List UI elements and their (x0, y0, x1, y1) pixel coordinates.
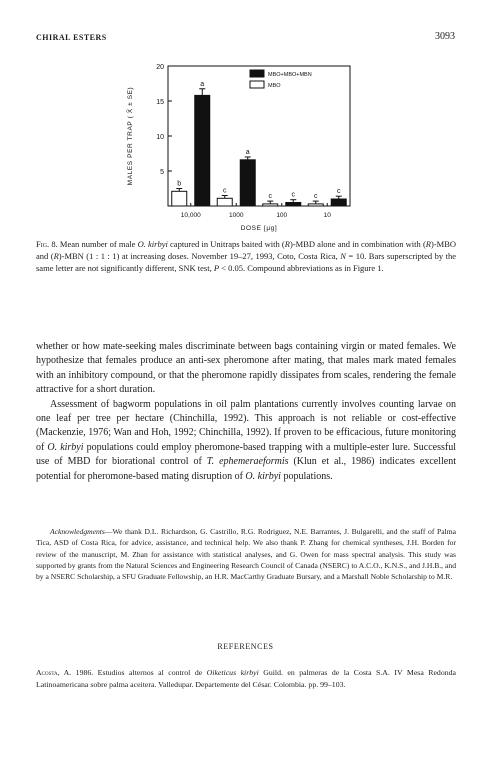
caption-text: < 0.05. Compound abbreviations as in Figure 1. (219, 263, 384, 274)
significance-letter: a (245, 149, 250, 156)
bar-mbo (308, 204, 323, 206)
bar-chart (110, 56, 370, 236)
bar-mbo (217, 198, 232, 206)
paragraph-text: Assessment of bagworm populations in oil palm plantations currently involves counting larvae on one leaf per tree per hectare (Chinchilla, 1992). This approach is not reliable or cost-effective (Mackenzie, 1976; Wan and Hoh, 1992; Chinchilla, 1992). If proven to be efficacious, future monitoring of (36, 398, 456, 453)
acknowledgments-text: —We thank D.L. Richardson, G. Castrillo, R.G. Rodriguez, N.E. Barrantes, J. Bulgarelli, and the staff of Palma Tica, ASD of Costa Rica, for advice, assistance, and technical help. We also thank P. Zhang for chemical syntheses, J.H. Borden for review of the manuscript, M. Zhan for assistance with statistical analyses, and G. Owen for mass spectral analysis. This study was supported by grants from the Natural Sciences and Engineering Research Council of Canada (NSERC) to A.C.O., K.N.S., and J.H.B., and by a NSERC Scholarship, a SFU Graduate Fellowship, an H.R. MacCarthy Graduate Bursary, and a Marshall Noble Scholarship to M.R. (36, 527, 456, 582)
caption-italic-p: P (213, 263, 220, 274)
caption-species: O. kirbyi (137, 239, 168, 249)
caption-italic-r: R (53, 251, 59, 262)
significance-letter: c (337, 188, 341, 196)
paragraph-text: populations could employ pheromone-based trapping with a multiple-ester lure. Successful use of MBD for biorational control of (36, 441, 456, 468)
legend-label: MBO+MBO+MBN (268, 72, 312, 78)
paragraph-text: populations. (280, 470, 333, 482)
legend-swatch (250, 81, 264, 88)
references-heading: REFERENCES (217, 642, 274, 651)
caption-text: )-MBO and ( (36, 239, 457, 262)
acknowledgments-label: Acknowledgments (50, 527, 105, 536)
legend-swatch (250, 70, 264, 77)
bar-combined (240, 160, 255, 206)
y-tick-label: 10 (156, 134, 164, 141)
reference-text: 1986. Estudios alternos al control de (71, 668, 207, 677)
x-tick-label: 10,000 (180, 212, 201, 219)
acknowledgments (36, 526, 456, 582)
y-axis-label: MALES PER TRAP ( X̄ ± SE) (127, 86, 134, 186)
body-text (36, 340, 456, 484)
paragraph-1: whether or how mate-seeking males discriminate between bags containing virgin or mated females. We hypothesize that females produce an anti-sex pheromone after mating, that males mark mated females with an inhibitory compound, or that the pheromone rapidly dissipates from scales, rendering the female attractive for a short duration. (36, 341, 456, 396)
caption-italic-n: N (340, 251, 346, 262)
bar-mbo (263, 204, 278, 206)
bar-mbo (172, 191, 187, 206)
figure-8-chart (110, 56, 370, 236)
reference-text: Guild. en palmeras de la Costa S.A. IV Mesa Redonda Latinoamericana sobre palma aceitera. Valledupar. Departemente del César. Colombia. pp. 99–103. (36, 668, 456, 689)
significance-letter: c (314, 193, 318, 201)
caption-italic-r: R (425, 239, 431, 249)
caption-text: )-MBD alone and in combination with ( (289, 239, 426, 249)
caption-text: )-MBN (1 : 1 : 1) at increasing doses. November 19–27, 1993, Coto, Costa Rica, (58, 251, 341, 262)
y-tick-label: 20 (156, 64, 164, 71)
reference-species: Oiketicus kirbyi (206, 668, 259, 677)
bar-combined (195, 95, 210, 206)
page-number: 3093 (435, 31, 455, 42)
figure-label: Fig. 8. (36, 239, 58, 249)
reference-entry (36, 667, 456, 690)
paragraph-text: (Klun et al., 1986) indicates excellent potential for pheromone-based mating disruption of (36, 456, 456, 482)
paragraph-species: T. ephemeraeformis (206, 456, 289, 468)
y-tick-label: 15 (156, 99, 164, 106)
legend-label: MBO (268, 83, 281, 89)
caption-text: captured in Unitraps baited with ( (167, 239, 285, 249)
significance-letter: b (177, 180, 182, 188)
significance-letter: c (291, 191, 295, 199)
running-title: CHIRAL ESTERS (36, 33, 107, 42)
reference-author: Acosta, A. (36, 668, 72, 677)
caption-text: Mean number of male (57, 239, 138, 249)
paragraph-species: O. kirbyi (47, 441, 84, 453)
significance-letter: c (268, 193, 272, 201)
paragraph-species: O. kirbyi (245, 470, 281, 482)
x-axis-label: DOSE [µg] (240, 225, 278, 232)
x-tick-label: 10 (323, 212, 331, 219)
caption-text: = 10. Bars superscripted by the same letter are not significantly different, SNK test, (36, 251, 457, 274)
paragraph-2 (36, 398, 456, 484)
y-tick-label: 5 (160, 169, 164, 176)
bar-combined (331, 199, 346, 206)
figure-caption (36, 238, 456, 275)
significance-letter: a (200, 80, 205, 88)
bar-combined (286, 203, 301, 207)
x-tick-label: 1000 (229, 212, 244, 219)
caption-italic-r: R (284, 239, 290, 249)
significance-letter: c (223, 187, 227, 195)
x-tick-label: 100 (276, 212, 288, 219)
